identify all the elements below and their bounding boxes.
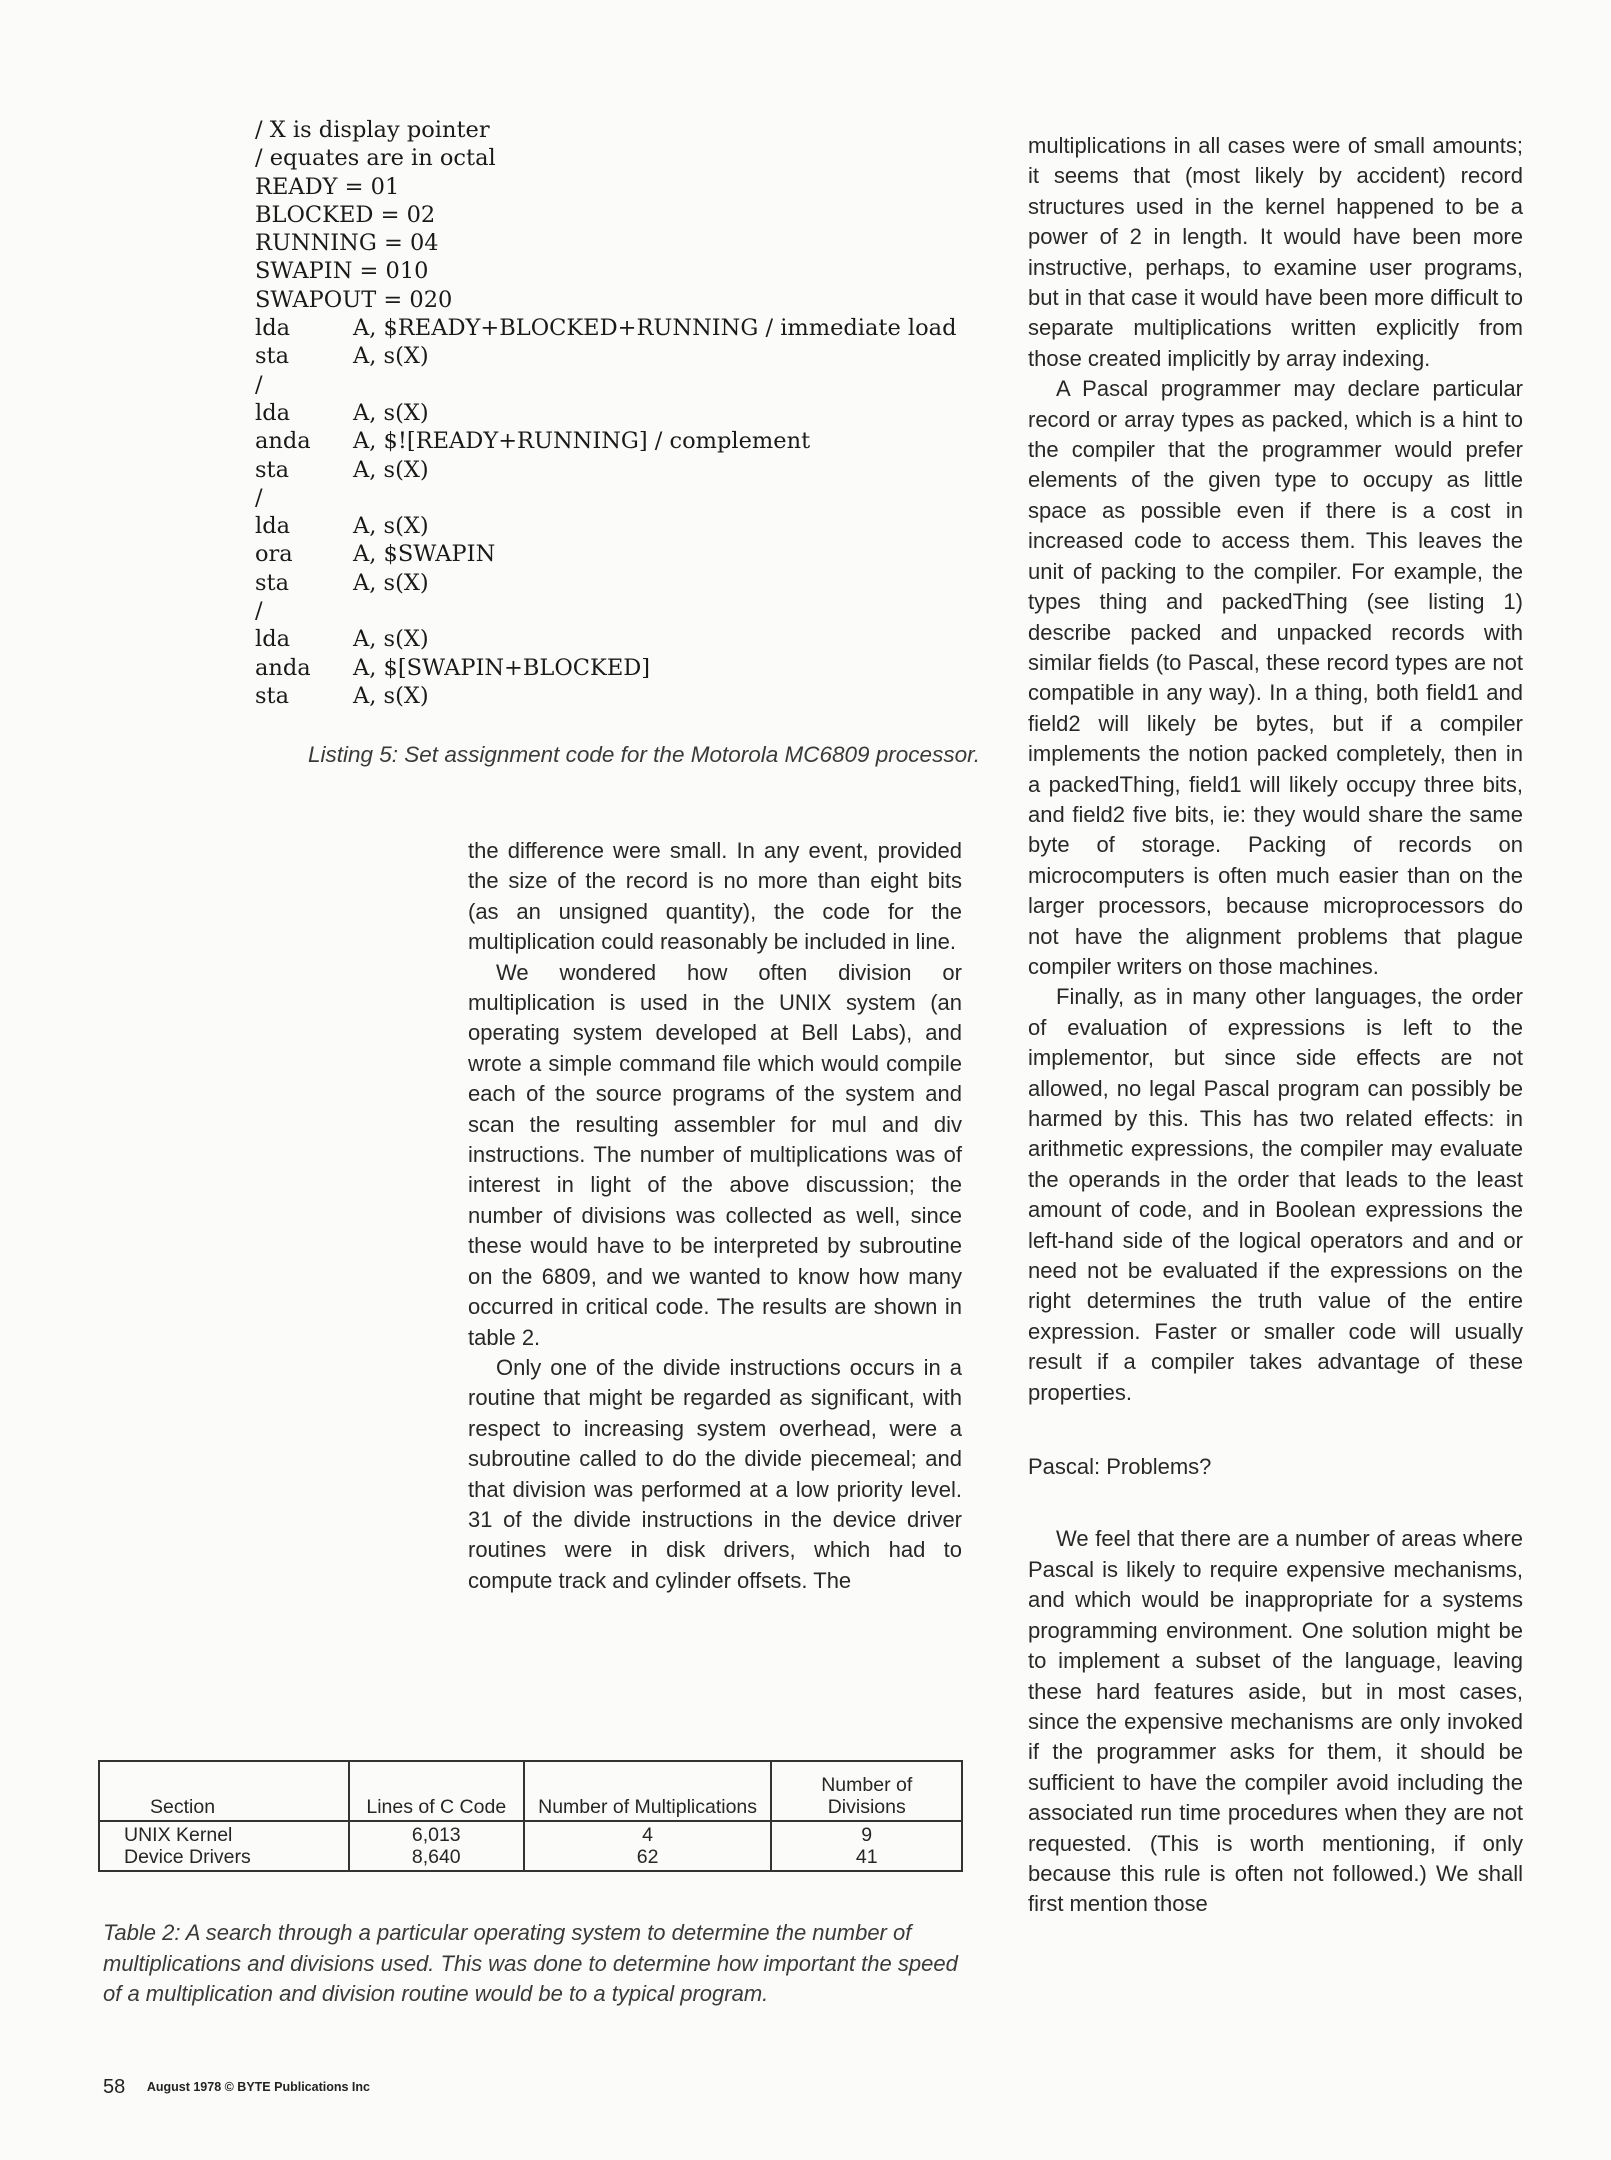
cell-lines: 6,013 8,640 <box>349 1821 524 1871</box>
right-column <box>1028 131 1523 1920</box>
cell-multiplications: 4 62 <box>524 1821 772 1871</box>
code-line: RUNNING = 04 <box>255 230 439 257</box>
code-line: / X is display pointer <box>255 117 490 143</box>
body-paragraph: Only one of the divide instructions occurs in a routine that might be regarded as significant, with respect to increasing system overhead, were a subroutine called to do the divide piecemeal; and that division was performed at a low priority level. 31 of the divide instructions in the device driver routines were in disk drivers, which had to compute track and cylinder offsets. The <box>468 1354 962 1593</box>
code-line: sta A, s(X) <box>255 569 429 596</box>
code-line: lda A, s(X) <box>255 513 429 540</box>
listing-5-caption: Listing 5: Set assignment code for the Motorola MC6809 processor. <box>307 742 980 767</box>
body-paragraph: A Pascal programmer may declare particular record or array types as packed, which is a hint to the compiler that the programmer would prefer elements of the given type to occupy as little space as possible even if there is a cost in increased code to access them. This leaves the unit of packing to the compiler. For example, the types thing and packedThing (see listing 1) describe packed and unpacked records with similar fields (to Pascal, these record types are not compatible in any way). In a thing, both field1 and field2 will likely be bytes, but if a compiler implements the notion packed completely, then in a packedThing, field1 will likely occupy three bits, and field2 five bits, ie: they would share the same byte of storage. Packing of records on microcomputers is often much easier than on the larger processors, because microprocessors do not have the alignment problems that plague compiler writers on those machines. <box>1028 376 1523 979</box>
table-header-row <box>99 1761 962 1821</box>
header-lines: Lines of C Code <box>349 1761 524 1821</box>
body-paragraph: the difference were small. In any event, provided the size of the record is no more than eight bits (as an unsigned quantity), the code for the multiplication could reasonably be included in line. <box>468 838 962 955</box>
header-multiplications: Number of Multiplications <box>524 1761 772 1821</box>
code-line: / <box>255 484 263 511</box>
section-heading: Pascal: Problems? <box>1028 1454 1212 1480</box>
body-paragraph: We feel that there are a number of areas where Pascal is likely to require expensive mechanisms, and which would be inappropriate for a systems programming environment. One solution might be to implement a subset of the language, leaving these hard features aside, but in most cases, since the expensive mechanisms are only invoked if the programmer asks for them, it should be sufficient to have the compiler avoid including the associated run time procedures when they are not requested. (This is worth mentioning, if only because this rule is often not followed.) We shall first mention those <box>1028 1526 1523 1917</box>
code-line: / <box>255 371 263 398</box>
body-paragraph: Finally, as in many other languages, the order of evaluation of expressions is left to the implementor, but since side effects are not allowed, no legal Pascal program can possibly be harmed by this. This has two related effects: in arithmetic expressions, the compiler may evaluate the operands in the order that leads to the least amount of code, and in Boolean expressions the left-hand side of the logical operators and and or need not be evaluated if the expressions on the right determines the truth value of the entire expression. Faster or smaller code will usually result if a compiler takes advantage of these properties. <box>1028 984 1523 1405</box>
code-line: sta A, s(X) <box>255 456 429 483</box>
code-line: lda A, s(X) <box>255 626 429 653</box>
code-line: anda A, $[SWAPIN+BLOCKED] <box>255 654 651 681</box>
cell-section: UNIX Kernel Device Drivers <box>99 1821 349 1871</box>
code-line: anda A, $![READY+RUNNING] / complement <box>255 428 811 455</box>
code-line: SWAPIN = 010 <box>255 258 429 285</box>
page-footer <box>103 2076 370 2099</box>
code-line: SWAPOUT = 020 <box>255 286 453 313</box>
table-2 <box>98 1760 963 1872</box>
code-line: sta A, s(X) <box>255 343 429 370</box>
code-line: READY = 01 <box>255 173 400 200</box>
code-line: lda A, $READY+BLOCKED+RUNNING / immediate load <box>255 315 957 342</box>
header-section: Section <box>99 1761 349 1821</box>
listing-5-code <box>255 116 1015 710</box>
code-line: sta A, s(X) <box>255 682 429 709</box>
page-number: 58 <box>103 2076 126 2098</box>
code-line: lda A, s(X) <box>255 399 429 426</box>
table-2-caption: Table 2: A search through a particular operating system to determine the number of multiplications and divisions used. This was done to determine how important the speed of a multiplication and division routine would be to a typical program. <box>103 1920 958 2006</box>
code-line: / equates are in octal <box>255 145 496 172</box>
publication-credit: August 1978 © BYTE Publications Inc <box>146 2080 370 2094</box>
code-line: ora A, $SWAPIN <box>255 541 496 568</box>
body-paragraph: We wondered how often division or multiplication is used in the UNIX system (an operating system developed at Bell Labs), and wrote a simple command file which would compile each of the source programs of the system and scan the resulting assembler for mul and div instructions. The number of multiplications was of interest in light of the above discussion; the number of divisions was collected as well, since these would have to be interpreted by subroutine on the 6809, and we wanted to know how many occurred in critical code. The results are shown in table 2. <box>468 959 962 1350</box>
code-line: / <box>255 598 263 625</box>
cell-divisions: 9 41 <box>771 1821 962 1871</box>
code-line: BLOCKED = 02 <box>255 201 436 228</box>
body-paragraph: multiplications in all cases were of small amounts; it seems that (most likely by accident) record structures used in the kernel happened to be a power of 2 in length. It would have been more instructive, perhaps, to examine user programs, but in that case it would have been more difficult to separate multiplications written explicitly from those created implicitly by array indexing. <box>1028 133 1523 371</box>
middle-column <box>468 836 962 1596</box>
table-row <box>99 1821 962 1871</box>
header-divisions: Number of Divisions <box>771 1761 962 1821</box>
